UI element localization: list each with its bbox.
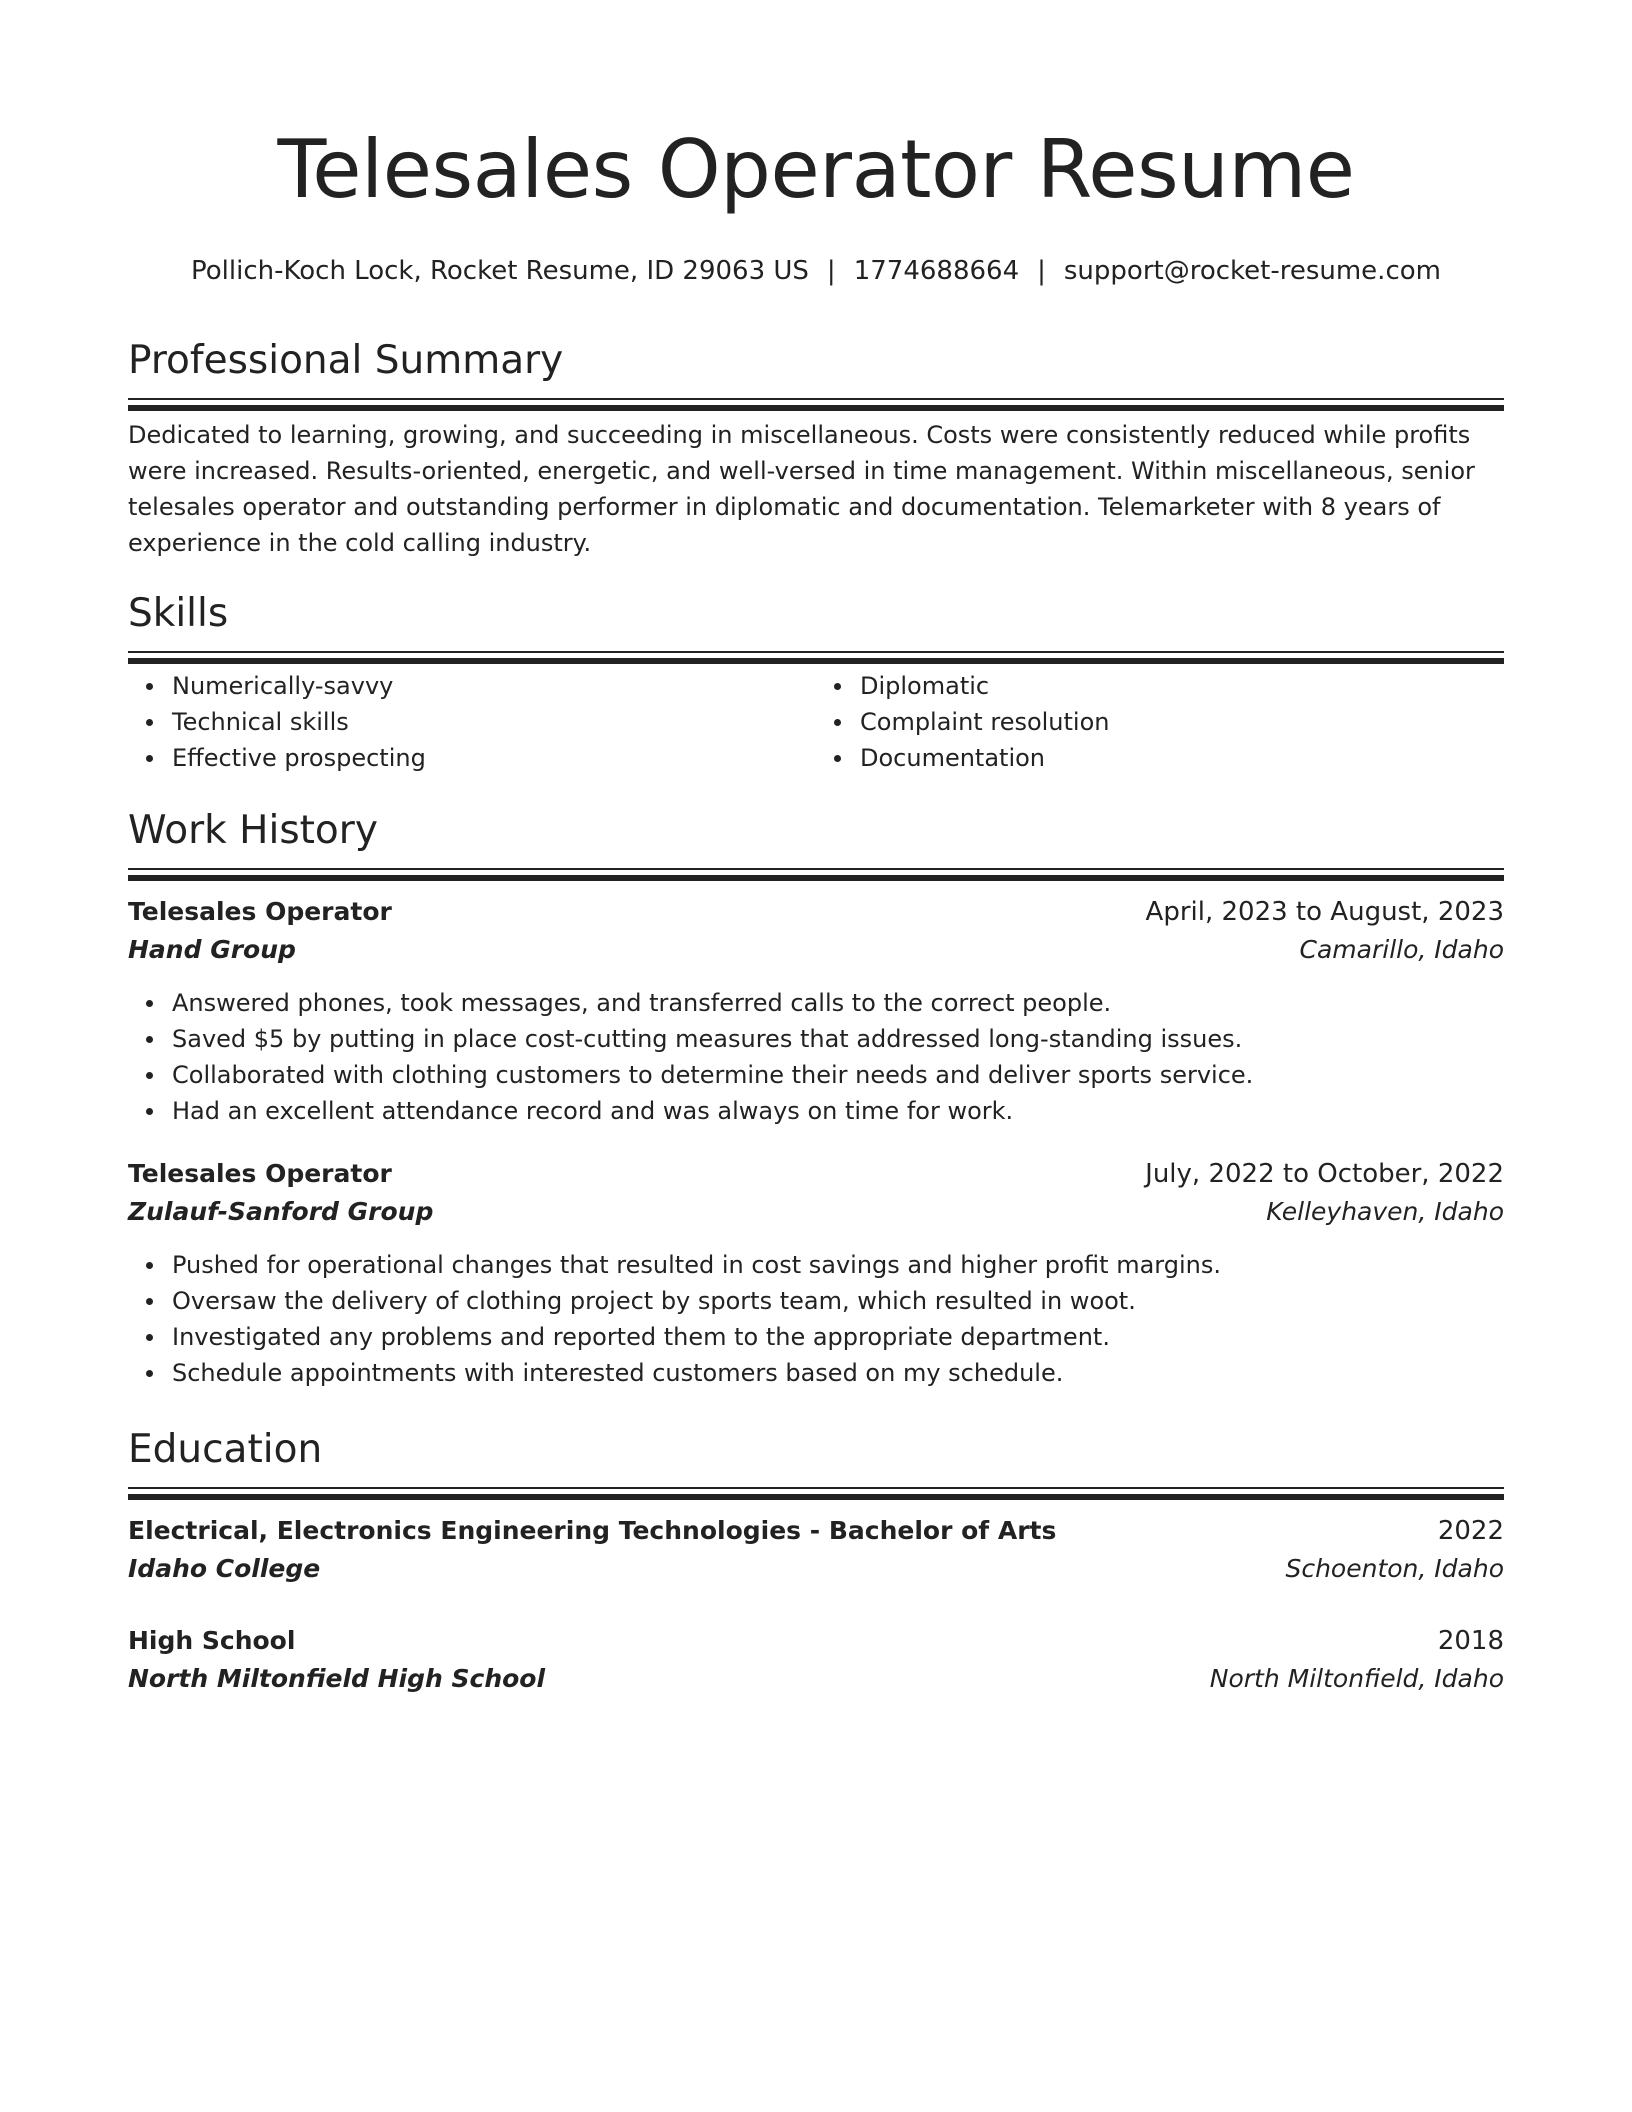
education-header-row bbox=[128, 1512, 1504, 1550]
skill-item: Diplomatic bbox=[860, 668, 1504, 704]
job-location: Camarillo, Idaho bbox=[1299, 935, 1504, 964]
contact-line bbox=[128, 254, 1504, 288]
skill-item: Numerically-savvy bbox=[172, 668, 816, 704]
work-history-section bbox=[128, 806, 1504, 1391]
job-bullets bbox=[128, 1247, 1504, 1391]
contact-separator: | bbox=[1037, 256, 1046, 286]
job-title: Telesales Operator bbox=[128, 1159, 392, 1188]
skill-item: Complaint resolution bbox=[860, 704, 1504, 740]
skill-item: Documentation bbox=[860, 740, 1504, 776]
education-year: 2022 bbox=[1437, 1516, 1504, 1546]
list-item: Investigated any problems and reported them to the appropriate department. bbox=[172, 1319, 1504, 1355]
summary-section bbox=[128, 336, 1504, 561]
list-item: Oversaw the delivery of clothing project by sports team, which resulted in woot. bbox=[172, 1283, 1504, 1319]
skills-section bbox=[128, 589, 1504, 776]
skills-column-left bbox=[128, 668, 816, 776]
summary-text: Dedicated to learning, growing, and succeeding in miscellaneous. Costs were consistently reduced while profits were increased. Results-oriented, energetic, and well-versed in time management. Within miscellaneous, senior telesales operator and outstanding performer in diplomatic and documentation. Telemarketer with 8 years of experience in the cold calling industry. bbox=[128, 421, 1475, 557]
skill-item: Effective prospecting bbox=[172, 740, 816, 776]
contact-phone: 1774688664 bbox=[853, 256, 1020, 286]
section-divider bbox=[128, 868, 1504, 875]
section-heading-summary: Professional Summary bbox=[128, 338, 564, 383]
education-section bbox=[128, 1425, 1504, 1698]
section-heading-education: Education bbox=[128, 1427, 323, 1472]
list-item: Had an excellent attendance record and was always on time for work. bbox=[172, 1093, 1504, 1129]
job-entry bbox=[128, 893, 1504, 1129]
section-divider bbox=[128, 398, 1504, 405]
list-item: Answered phones, took messages, and transferred calls to the correct people. bbox=[172, 985, 1504, 1021]
list-item: Schedule appointments with interested customers based on my schedule. bbox=[172, 1355, 1504, 1391]
job-header-row bbox=[128, 1155, 1504, 1193]
education-entry bbox=[128, 1622, 1504, 1698]
job-company: Hand Group bbox=[128, 935, 296, 964]
skill-item: Technical skills bbox=[172, 704, 816, 740]
job-dates: July, 2022 to October, 2022 bbox=[1145, 1159, 1504, 1189]
section-divider bbox=[128, 1487, 1504, 1494]
contact-separator: | bbox=[826, 256, 836, 286]
job-bullets bbox=[128, 985, 1504, 1129]
job-location: Kelleyhaven, Idaho bbox=[1266, 1197, 1504, 1226]
job-company-row bbox=[128, 1193, 1504, 1231]
contact-address: Pollich-Koch Lock, Rocket Resume, ID 29063 US bbox=[191, 256, 809, 286]
education-location: North Miltonfield, Idaho bbox=[1209, 1664, 1504, 1693]
resume-title: Telesales Operator Resume bbox=[277, 123, 1355, 216]
skills-column-right bbox=[816, 668, 1504, 776]
job-company: Zulauf-Sanford Group bbox=[128, 1197, 434, 1226]
education-school-row bbox=[128, 1550, 1504, 1588]
education-entry bbox=[128, 1512, 1504, 1588]
job-entry bbox=[128, 1155, 1504, 1391]
skills-grid bbox=[128, 668, 1504, 776]
education-year: 2018 bbox=[1437, 1626, 1504, 1656]
job-company-row bbox=[128, 931, 1504, 969]
education-degree: Electrical, Electronics Engineering Technologies - Bachelor of Arts bbox=[128, 1516, 1057, 1545]
education-school: Idaho College bbox=[128, 1554, 321, 1583]
education-school-row bbox=[128, 1660, 1504, 1698]
job-header-row bbox=[128, 893, 1504, 931]
contact-email: support@rocket-resume.com bbox=[1063, 256, 1441, 286]
job-title: Telesales Operator bbox=[128, 897, 392, 926]
list-item: Collaborated with clothing customers to determine their needs and deliver sports service. bbox=[172, 1057, 1504, 1093]
list-item: Saved $5 by putting in place cost-cutting measures that addressed long-standing issues. bbox=[172, 1021, 1504, 1057]
section-divider bbox=[128, 651, 1504, 658]
education-school: North Miltonfield High School bbox=[128, 1664, 546, 1693]
job-dates: April, 2023 to August, 2023 bbox=[1145, 897, 1504, 927]
education-degree: High School bbox=[128, 1626, 296, 1655]
education-header-row bbox=[128, 1622, 1504, 1660]
section-heading-skills: Skills bbox=[128, 591, 229, 636]
section-heading-work-history: Work History bbox=[128, 808, 378, 853]
list-item: Pushed for operational changes that resulted in cost savings and higher profit margins. bbox=[172, 1247, 1504, 1283]
education-location: Schoenton, Idaho bbox=[1285, 1554, 1504, 1583]
